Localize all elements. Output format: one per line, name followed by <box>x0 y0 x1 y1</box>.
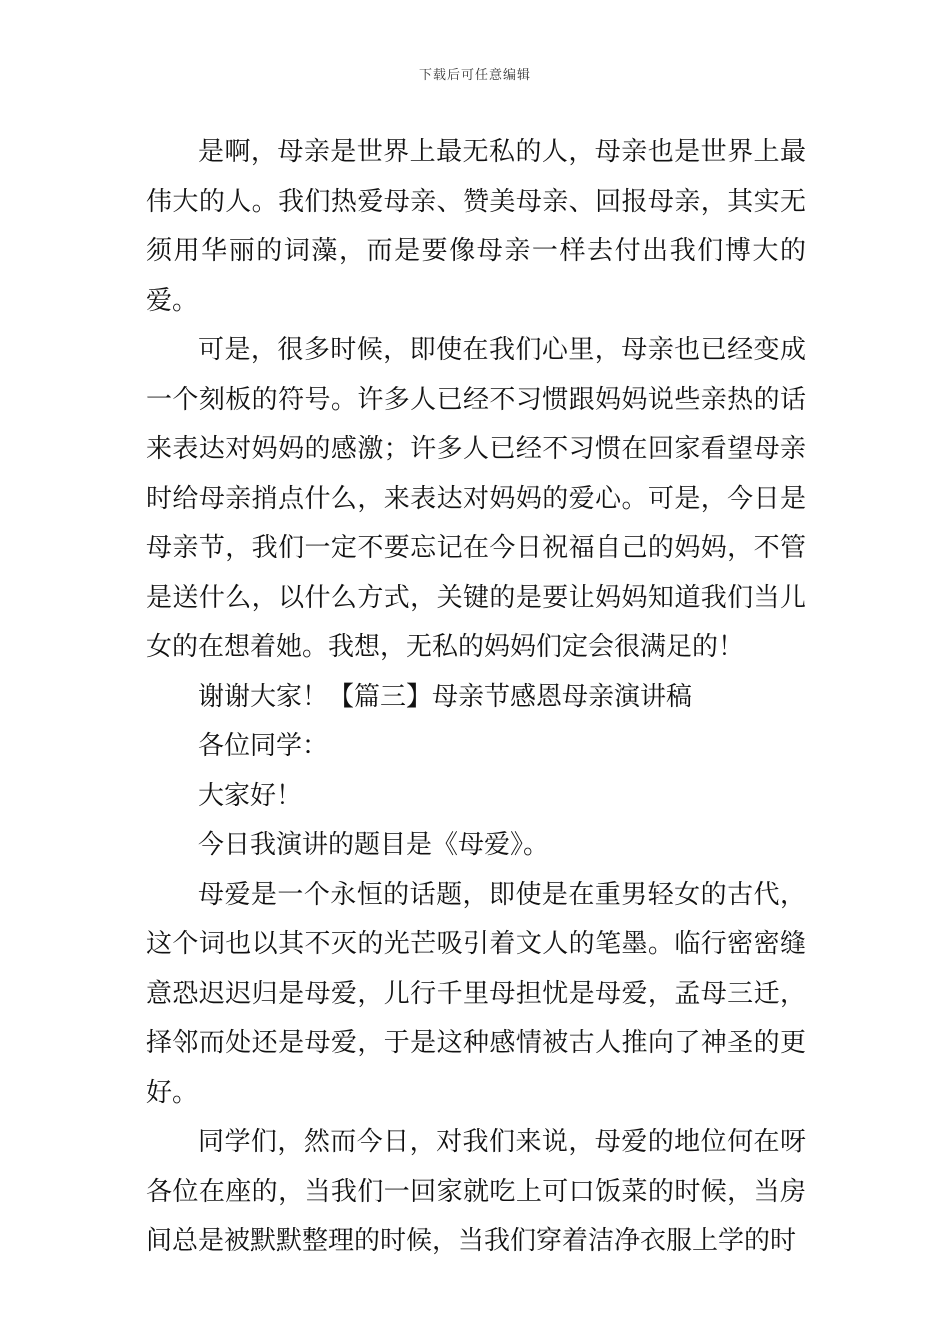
paragraph: 同学们，然而今日，对我们来说，母爱的地位何在呀各位在座的，当我们一回家就吃上可口饭菜的时候，当房间总是被默默整理的时候，当我们穿着洁净衣服上学的时 <box>146 1127 806 1256</box>
paragraph: 是啊，母亲是世界上最无私的人，母亲也是世界上最伟大的人。我们热爱母亲、赞美母亲、回报母亲，其实无须用华丽的词藻，而是要像母亲一样去付出我们博大的爱。 <box>146 137 806 316</box>
paragraph: 母爱是一个永恒的话题，即使是在重男轻女的古代，这个词也以其不灭的光芒吸引着文人的笔墨。临行密密缝意恐迟迟归是母爱，儿行千里母担忧是母爱，孟母三迁，择邻而处还是母爱，于是这种感情被古人推向了神圣的更好。 <box>146 879 806 1108</box>
paragraph: 可是，很多时候，即使在我们心里，母亲也已经变成一个刻板的符号。许多人已经不习惯跟妈妈说些亲热的话来表达对妈妈的感激；许多人已经不习惯在回家看望母亲时给母亲捎点什么，来表达对妈妈的爱心。可是，今日是母亲节，我们一定不要忘记在今日祝福自己的妈妈，不管是送什么，以什么方式，关键的是要让妈妈知道我们当儿女的在想着她。我想，无私的妈妈们定会很满足的！ <box>146 335 806 662</box>
paragraph: 今日我演讲的题目是《母爱》。 <box>198 830 550 860</box>
header-note: 下载后可任意编辑 <box>418 68 531 83</box>
paragraph: 大家好！ <box>198 780 303 811</box>
paragraph: 各位同学： <box>198 731 329 761</box>
paragraph: 谢谢大家！【篇三】母亲节感恩母亲演讲稿 <box>198 681 693 712</box>
document-body <box>146 128 806 1267</box>
